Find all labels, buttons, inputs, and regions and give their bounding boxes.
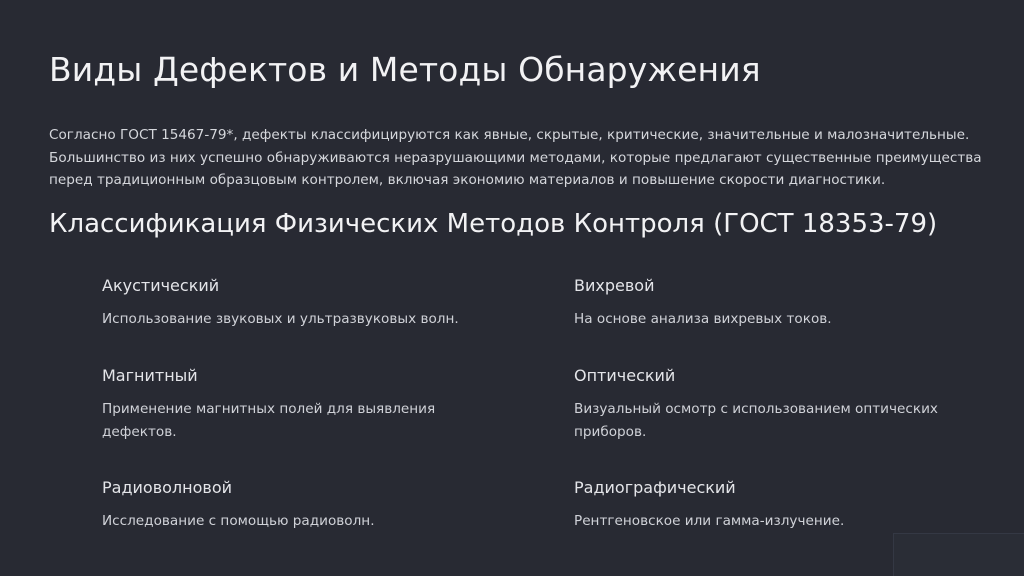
section-title: Классификация Физических Методов Контроля (ГОСТ 18353-79) — [49, 209, 938, 239]
method-name: Радиографический — [574, 478, 736, 497]
method-name: Магнитный — [102, 366, 198, 385]
method-description: Применение магнитных полей для выявления дефектов. — [102, 401, 436, 440]
intro-paragraph: Согласно ГОСТ 15467-79*, дефекты классифицируются как явные, скрытые, критические, значительные и малозначительные. Большинство из них успешно обнаруживаются неразрушающими методами, которые предлагают существенные преимущества перед традиционным образцовым контролем, включая экономию материалов и повышение скорости диагностики. — [49, 127, 982, 188]
method-optical — [574, 366, 954, 444]
method-description: На основе анализа вихревых токов. — [574, 311, 832, 327]
method-description: Визуальный осмотр с использованием оптических приборов. — [574, 401, 938, 440]
method-description: Использование звуковых и ультразвуковых волн. — [102, 311, 459, 327]
method-name: Вихревой — [574, 276, 655, 295]
method-name: Акустический — [102, 276, 220, 295]
method-radiographic — [574, 478, 974, 533]
method-acoustic — [102, 276, 502, 331]
method-description: Исследование с помощью радиоволн. — [102, 513, 375, 529]
method-name: Оптический — [574, 366, 676, 385]
method-name: Радиоволновой — [102, 478, 233, 497]
method-radiowave — [102, 478, 502, 533]
method-description: Рентгеновское или гамма-излучение. — [574, 513, 845, 529]
method-magnetic — [102, 366, 502, 444]
page-title: Виды Дефектов и Методы Обнаружения — [49, 50, 761, 89]
method-eddy-current — [574, 276, 974, 331]
corner-panel — [893, 533, 1024, 576]
